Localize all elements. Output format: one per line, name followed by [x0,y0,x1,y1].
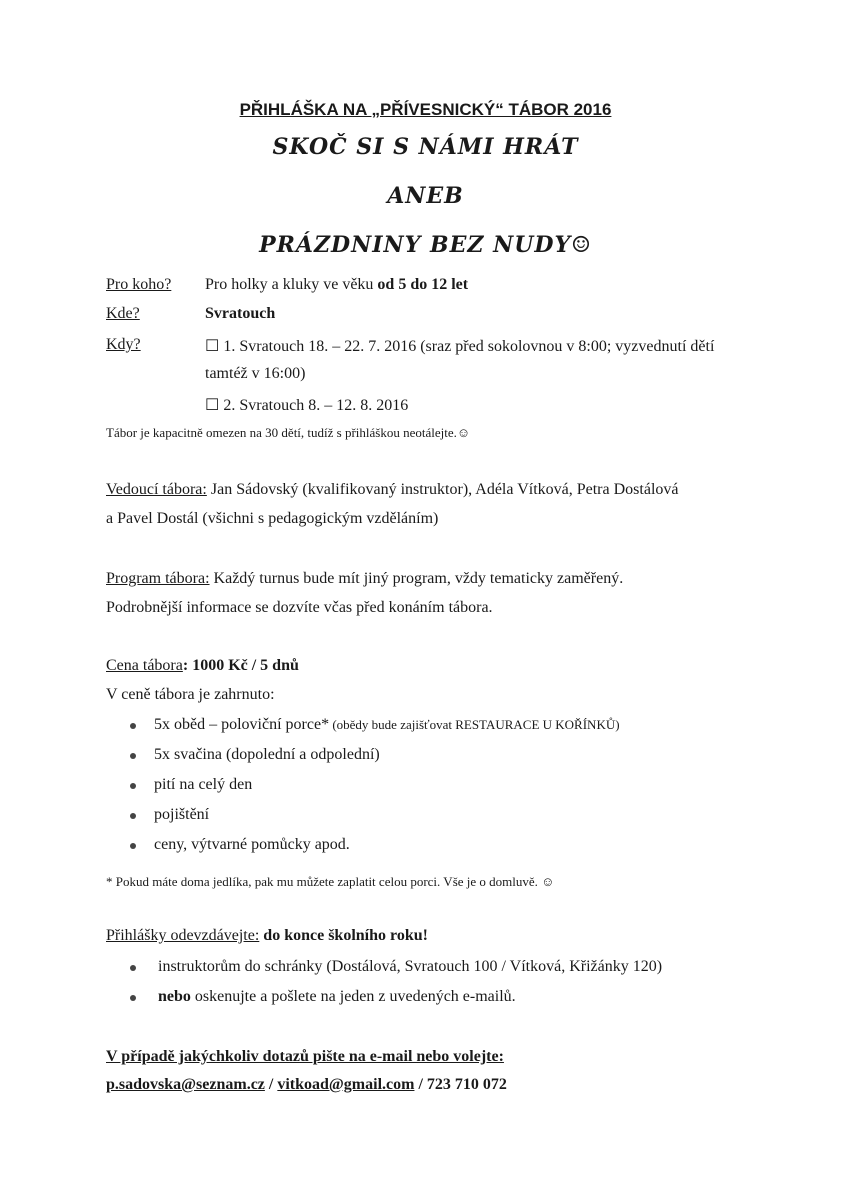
kdy-option-1-line-1[interactable]: ☐ 1. Svratouch 18. – 22. 7. 2016 (sraz před sokolovnou v 8:00; vyzvednutí dětí [205,338,715,355]
bullet-icon [130,813,136,819]
phone-number[interactable]: 723 710 072 [426,1076,507,1093]
submit-label: Přihlášky odevzdávejte: [106,927,260,944]
leaders-line-1 [106,481,678,499]
item-note: (obědy bude zajišťovat RESTAURACE U KOŘÍNKŮ) [329,717,620,732]
item-main: ceny, výtvarné pomůcky apod. [154,836,350,853]
slogan-line-1: SKOČ SI S NÁMI HRÁT [272,134,579,160]
label-pro-koho: Pro koho? [106,276,172,293]
value-pro-koho [205,276,468,294]
bullet-icon [130,783,136,789]
bullet-icon [130,995,136,1001]
item-main: 5x oběd – poloviční porce* [154,716,330,733]
separator: / [414,1076,427,1093]
submit-item-2-rest: oskenujte a pošlete na jeden z uvedených e-mailů. [190,988,516,1005]
price-footnote: * Pokud máte doma jedlíka, pak mu můžete zaplatit celou porci. Vše je o domluvě. ☺ [106,874,555,889]
age-range: od 5 do 12 let [377,276,469,293]
contact-line [106,1076,507,1094]
separator: / [264,1076,278,1093]
kdy-option-2[interactable]: ☐ 2. Svratouch 8. – 12. 8. 2016 [205,397,409,414]
program-line-2: Podrobnější informace se dozvíte včas před konáním tábora. [106,599,493,616]
leaders-label: Vedoucí tábora: [106,481,207,498]
bullet-icon [130,965,136,971]
item-main: pojištění [154,806,210,823]
item-main: 5x svačina (dopolední a odpolední) [154,746,380,763]
program-text: Každý turnus bude mít jiný program, vždy tematicky zaměřený. [209,570,624,587]
submit-deadline: do konce školního roku! [259,927,428,944]
price-value: : 1000 Kč / 5 dnů [182,657,299,674]
price-line [106,657,299,675]
kdy-option-1-line-2: tamtéž v 16:00) [205,365,306,382]
pro-koho-text: Pro holky a kluky ve věku [205,276,378,293]
price-included-intro: V ceně tábora je zahrnuto: [106,686,275,703]
value-kde [205,305,275,323]
slogan-line-3: PRÁZDNINY BEZ NUDY☺ [259,232,592,258]
form-title: PŘIHLÁŠKA NA „PŘÍVESNICKÝ“ TÁBOR 2016 [239,100,612,119]
capacity-note: Tábor je kapacitně omezen na 30 dětí, tudíž s přihláškou neotálejte.☺ [106,425,471,440]
price-label: Cena tábora [106,657,183,674]
bullet-icon [130,843,136,849]
item-main: pití na celý den [154,776,253,793]
leaders-names: Jan Sádovský (kvalifikovaný instruktor), Adéla Vítková, Petra Dostálová [206,481,679,498]
submit-item-2-bold: nebo [158,988,191,1005]
leaders-line-2: a Pavel Dostál (všichni s pedagogickým vzděláním) [106,510,439,527]
label-kdy: Kdy? [106,336,141,353]
contact-heading-text: V případě jakýchkoliv dotazů pište na e-mail nebo volejte: [106,1048,504,1065]
email-link-2[interactable]: vitkoad@gmail.com [277,1076,415,1093]
location: Svratouch [205,305,276,322]
program-line-1 [106,570,623,588]
email-link-1[interactable]: p.sadovska@seznam.cz [106,1076,265,1093]
slogan-line-2: ANEB [387,183,464,209]
submit-line [106,927,428,945]
contact-heading [106,1048,504,1066]
program-label: Program tábora: [106,570,210,587]
bullet-icon [130,723,136,729]
bullet-icon [130,753,136,759]
submit-item-1: instruktorům do schránky (Dostálová, Svratouch 100 / Vítková, Křižánky 120) [158,958,663,975]
label-kde: Kde? [106,305,140,322]
